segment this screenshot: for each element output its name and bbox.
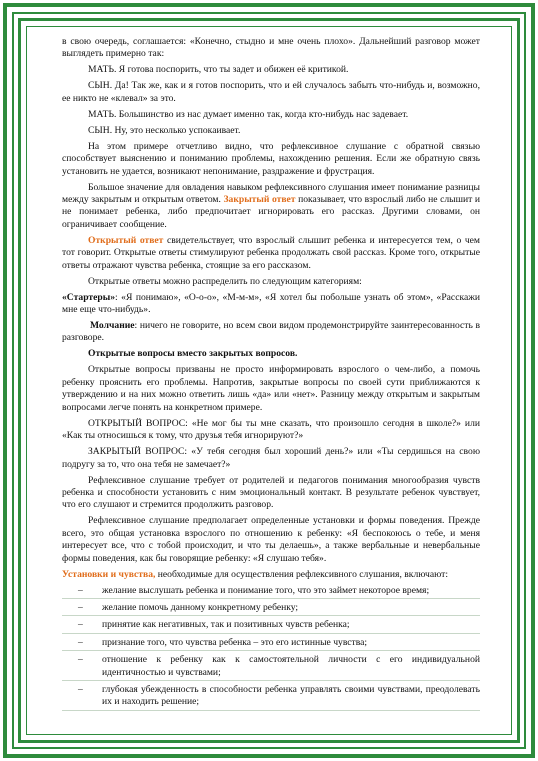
dialogue-son-1: СЫН. Да! Так же, как и я готов поспорить, что и ей случалось забыть что-нибудь и, возможно, ее никто не «клевал» за это. [62, 80, 480, 104]
list-item-text: желание выслушать ребенка и понимание того, что это займет некоторое время; [102, 584, 430, 596]
paragraph-text: свидетельствует, что взрослый слышит ребенка и интересуется тем, о чем тот говорит. Открытые ответы стимулируют ребенка продолжать свой рассказ. Кроме того, открытые ответы отражают чувства ребенка, стоящие за его рассказом. [62, 234, 480, 271]
highlight-term-open-answer: Открытый ответ [88, 234, 164, 246]
paragraph-closed-answer [62, 182, 480, 232]
list-item [62, 654, 480, 681]
paragraph-text: необходимые для осуществления рефлексивного слушания, включают: [155, 568, 449, 580]
paragraph-categories: Открытые ответы можно распределить по следующим категориям: [88, 275, 362, 287]
list-item [62, 619, 480, 633]
paragraph-reflective-attitudes: Рефлексивное слушание предполагает определенные установки и формы поведения. Прежде всего, это общая установка взрослого по отношению к ребенку: «Я беспокоюсь о тебе, и меня интересует все, что с тобой происходит, и что ты делаешь», а также вербальные и невербальные формы поведения, как бы говорящие ребенку: «Я слушаю тебя». [62, 515, 480, 564]
paragraph-example-summary: На этом примере отчетливо видно, что рефлексивное слушание с обратной связью способствует выяснению и пониманию проблемы, нахождению решения. Если же обратную связь установить не удается, возникают непонимание, раздражение и фрустрация. [62, 140, 480, 177]
bold-term-starters: «Стартеры» [62, 291, 116, 303]
list-item-text: отношение к ребенку как к самостоятельной личности с его индивидуальной идентичностью и чувствами; [102, 654, 480, 678]
dialogue-mother-2: МАТЬ. Большинство из нас думает именно так, когда кто-нибудь нас задевает. [88, 108, 409, 120]
list-dash: – [78, 654, 83, 666]
document-body [62, 36, 480, 714]
paragraph-open-questions: Открытые вопросы призваны не просто информировать взрослого о чем-либо, а помочь ребенку прояснить его проблемы. Напротив, закрытые вопросы по своей сути приближаются к утверждению и на них можно ответить лишь «да» или «нет». Разницу между открытым и закрытым вопросами легче понять на конкретном примере. [62, 364, 480, 413]
subheading-open-questions [62, 348, 480, 360]
paragraph-silence [62, 320, 480, 345]
attitudes-list [62, 585, 480, 711]
list-item [62, 602, 480, 616]
list-item-text: глубокая убежденность в способности ребенка управлять своими чувствами, преодолевать их и находить решение; [102, 683, 480, 708]
highlight-term-closed-answer: Закрытый ответ [223, 194, 296, 206]
highlight-term-attitudes: Установки и чувства, [62, 568, 156, 580]
list-item [62, 684, 480, 711]
list-dash: – [78, 683, 83, 695]
list-item-text: принятие как негативных, так и позитивных чувств ребенка; [102, 619, 350, 631]
list-dash: – [78, 619, 83, 631]
dialogue-mother-1: МАТЬ. Я готова поспорить, что ты задет и обижен её критикой. [88, 64, 349, 76]
paragraph-text: Большое значение для овладения навыком рефлексивного слушания имеет понимание разницы между закрытым и открытым ответом. [62, 181, 480, 206]
list-dash: – [78, 584, 83, 596]
paragraph-text: : «Я понимаю», «О-о-о», «М-м-м», «Я хотел бы побольше узнать об этом», «Расскажи мне еще что-нибудь». [62, 291, 480, 316]
paragraph-attitudes-feelings [62, 569, 480, 581]
list-item [62, 585, 480, 599]
paragraph-open-answer [62, 235, 480, 272]
paragraph-starters [62, 292, 480, 317]
paragraph-reflective-requirements: Рефлексивное слушание требует от родителей и педагогов понимания многообразия чувств ребенка и способности установить с ним эмоциональный контакт. В результате ребенок чувствует, что его слушают и стремится продолжить разговор. [62, 474, 480, 511]
paragraph-intro: в свою очередь, соглашается: «Конечно, стыдно и мне очень плохо». Дальнейший разговор может выглядеть примерно так: [62, 36, 480, 60]
list-item [62, 637, 480, 651]
paragraph-text: : ничего не говорите, но всем свои видом продемонстрируйте заинтересованность в разговоре. [62, 320, 480, 344]
list-dash: – [78, 636, 83, 648]
paragraph-closed-question-example: ЗАКРЫТЫЙ ВОПРОС: «У тебя сегодня был хороший день?» или «Ты сердишься на свою подругу за то, что она тебя не замечает?» [62, 446, 480, 470]
bold-term-silence: Молчание [90, 320, 135, 332]
bold-subheading: Открытые вопросы вместо закрытых вопросов. [88, 348, 298, 360]
paragraph-open-question-example: ОТКРЫТЫЙ ВОПРОС: «Не мог бы ты мне сказать, что произошло сегодня в школе?» или «Как ты относишься к тому, что друзья тебя игнорируют?» [62, 417, 480, 442]
dialogue-son-2: СЫН. Ну, это несколько успокаивает. [88, 124, 241, 136]
list-item-text: признание того, что чувства ребенка – это его истинные чувства; [102, 636, 368, 648]
paragraph-text: показывает, что взрослый либо не слышит и не понимает ребенка, либо предпочитает игнорировать его рассказ. Другими словами, он ограничивает сообщение. [62, 194, 480, 230]
list-dash: – [78, 601, 83, 613]
list-item-text: желание помочь данному конкретному ребенку; [102, 601, 299, 613]
